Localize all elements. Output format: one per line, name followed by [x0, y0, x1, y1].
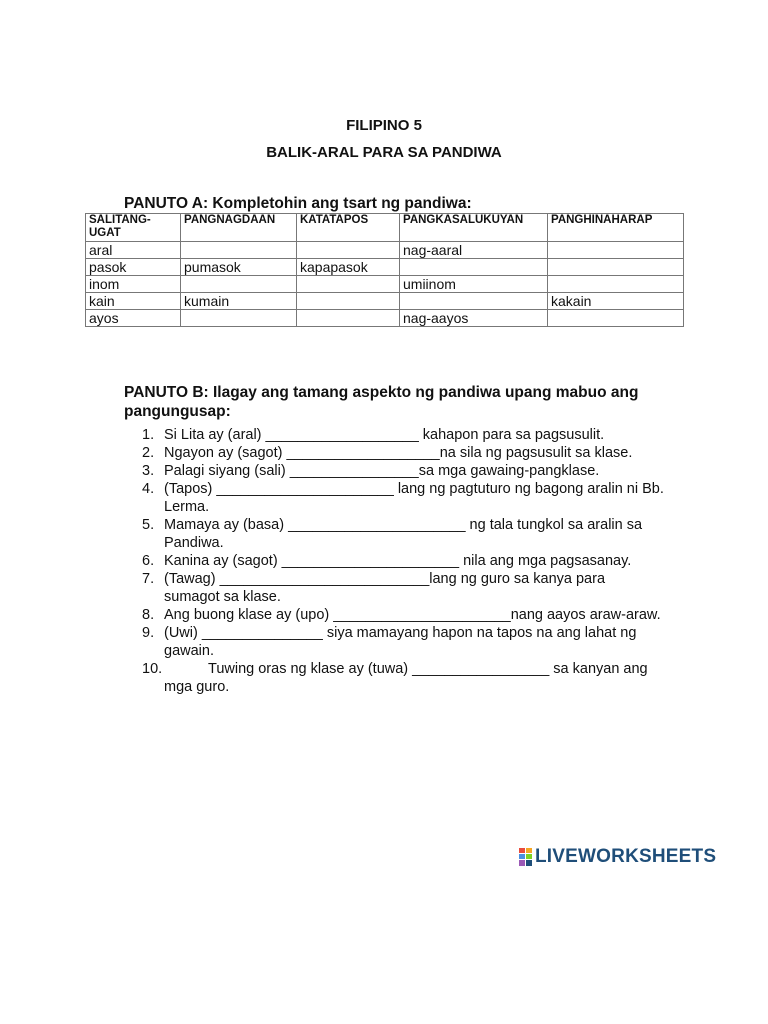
logo-text: LIVEWORKSHEETS: [535, 846, 717, 867]
list-item: [142, 444, 664, 462]
table-cell: nag-aayos: [400, 310, 548, 327]
table-cell[interactable]: [181, 276, 297, 293]
table-cell: kain: [86, 293, 181, 310]
item-text[interactable]: Kanina ay (sagot) ______________________ nila ang mga pagsasanay.: [164, 553, 632, 569]
list-item: [142, 624, 664, 660]
list-item: [142, 480, 664, 516]
item-number: 3.: [142, 463, 155, 479]
table-cell[interactable]: [297, 293, 400, 310]
table-cell[interactable]: [400, 293, 548, 310]
table-cell[interactable]: [297, 310, 400, 327]
header-pangnagdaan: PANGNAGDAAN: [181, 214, 297, 242]
item-number: 9.: [142, 625, 155, 641]
table-row: [86, 293, 684, 310]
item-text[interactable]: (Tawag) __________________________lang ng guro sa kanya para sumagot sa klase.: [164, 571, 606, 605]
table-cell: umiinom: [400, 276, 548, 293]
item-number: 8.: [142, 607, 155, 623]
table-row: [86, 276, 684, 293]
item-text[interactable]: Ang buong klase ay (upo) ______________________nang aayos araw-araw.: [164, 607, 661, 623]
table-cell: pumasok: [181, 259, 297, 276]
table-row: [86, 310, 684, 327]
item-number: 4.: [142, 481, 155, 497]
document-subtitle: BALIK-ARAL PARA SA PANDIWA: [266, 144, 502, 161]
item-number: 1.: [142, 427, 155, 443]
table-cell: kapapasok: [297, 259, 400, 276]
table-cell[interactable]: [181, 242, 297, 259]
document-title: FILIPINO 5: [346, 117, 422, 134]
table-cell[interactable]: [548, 242, 684, 259]
table-cell[interactable]: [297, 276, 400, 293]
table-cell: pasok: [86, 259, 181, 276]
list-item: [142, 516, 664, 552]
header-katatapos: KATATAPOS: [297, 214, 400, 242]
header-panghinaharap: PANGHINAHARAP: [548, 214, 684, 242]
item-text[interactable]: Mamaya ay (basa) ______________________ ng tala tungkol sa aralin sa Pandiwa.: [164, 517, 643, 551]
table-cell[interactable]: [548, 276, 684, 293]
chart-header-row: [86, 214, 684, 242]
table-cell: nag-aaral: [400, 242, 548, 259]
header-salitang-ugat: SALITANG-UGAT: [86, 214, 181, 242]
item-text[interactable]: Si Lita ay (aral) ___________________ kahapon para sa pagsusulit.: [164, 427, 605, 443]
table-cell: inom: [86, 276, 181, 293]
table-cell[interactable]: [548, 259, 684, 276]
table-row: [86, 259, 684, 276]
liveworksheets-icon: [519, 848, 532, 866]
panuto-b-heading: PANUTO B: Ilagay ang tamang aspekto ng pandiwa upang mabuo ang pangungusap:: [124, 384, 639, 420]
item-number: 6.: [142, 553, 155, 569]
item-text[interactable]: (Tapos) ______________________ lang ng pagtuturo ng bagong aralin ni Bb. Lerma.: [164, 481, 664, 515]
header-pangkasalukuyan: PANGKASALUKUYAN: [400, 214, 548, 242]
list-item: [142, 570, 664, 606]
table-cell: aral: [86, 242, 181, 259]
item-text[interactable]: (Uwi) _______________ siya mamayang hapon na tapos na ang lahat ng gawain.: [164, 625, 637, 659]
table-cell: ayos: [86, 310, 181, 327]
list-item: [142, 660, 664, 696]
item-number: 7.: [142, 571, 155, 587]
list-item: [142, 462, 664, 480]
table-cell[interactable]: [181, 310, 297, 327]
table-cell: kakain: [548, 293, 684, 310]
item-text[interactable]: Palagi siyang (sali) ________________sa mga gawaing-pangklase.: [164, 463, 600, 479]
table-cell[interactable]: [548, 310, 684, 327]
table-cell: kumain: [181, 293, 297, 310]
list-item: [142, 606, 664, 624]
item-text[interactable]: Tuwing oras ng klase ay (tuwa) _________________ sa kanyan ang mga guro.: [164, 661, 648, 695]
liveworksheets-logo[interactable]: [519, 846, 716, 868]
table-cell[interactable]: [400, 259, 548, 276]
item-number: 5.: [142, 517, 155, 533]
panuto-a-heading: PANUTO A: Kompletohin ang tsart ng pandiwa:: [124, 195, 472, 212]
pandiwa-chart: [85, 213, 684, 327]
item-text[interactable]: Ngayon ay (sagot) ___________________na sila ng pagsusulit sa klase.: [164, 445, 633, 461]
item-number: 2.: [142, 445, 155, 461]
list-item: [142, 552, 664, 570]
table-cell[interactable]: [297, 242, 400, 259]
table-row: [86, 242, 684, 259]
exercise-list: [142, 426, 664, 696]
list-item: [142, 426, 664, 444]
item-number: 10.: [142, 661, 163, 677]
